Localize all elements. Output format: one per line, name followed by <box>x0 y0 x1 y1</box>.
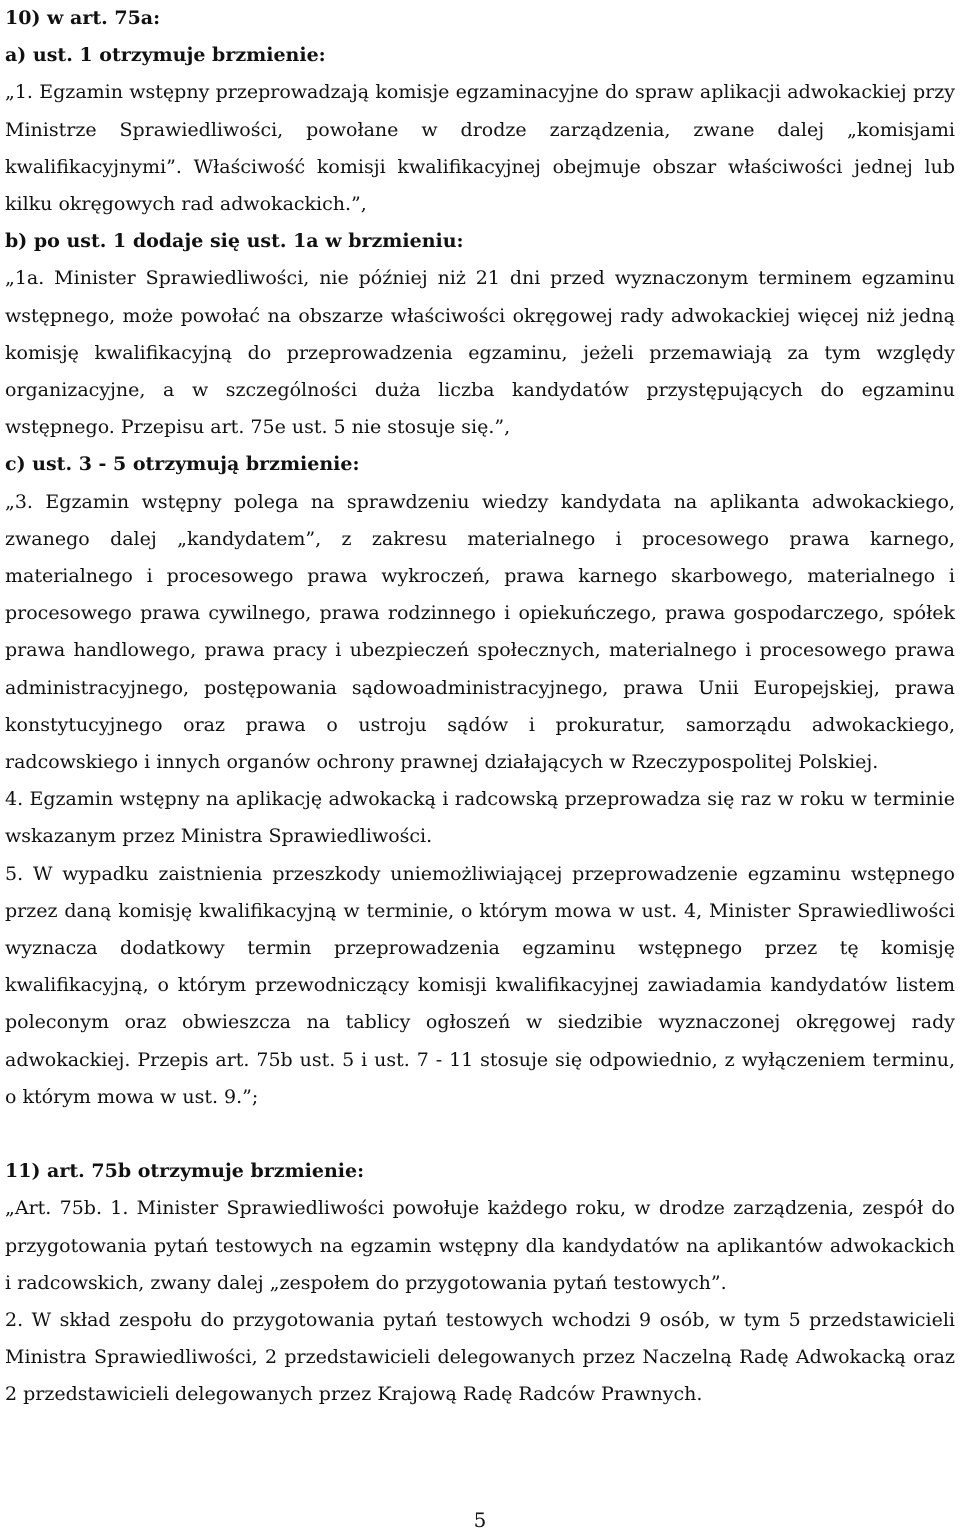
subsection-c-paragraph-3: „3. Egzamin wstępny polega na sprawdzeniu wiedzy kandydata na aplikanta adwokackiego, zwanego dalej „kandydatem”, z zakresu materialnego i procesowego prawa karnego, materialnego i procesowego prawa wykroczeń, prawa karnego skarbowego, materialnego i procesowego prawa cywilnego, prawa rodzinnego i opiekuńczego, prawa gospodarczego, spółek prawa handlowego, prawa pracy i ubezpieczeń społecznych, materialnego i procesowego prawa administracyjnego, postępowania sądowoadministracyjnego, prawa Unii Europejskiej, prawa konstytucyjnego oraz prawa o ustroju sądów i prokuratur, samorządu adwokackiego, radcowskiego i innych organów ochrony prawnej działających w Rzeczypospolitej Polskiej. <box>5 490 955 774</box>
subsection-a-text: „1. Egzamin wstępny przeprowadzają komisje egzaminacyjne do spraw aplikacji adwokackiej przy Ministrze Sprawiedliwości, powołane w drodze zarządzenia, zwane dalej „komisjami kwalifikacyjnymi”. Właściwość komisji kwalifikacyjnej obejmuje obszar właściwości jednej lub kilku okręgowych rad adwokackich.”, <box>5 81 955 216</box>
subsection-a-heading: a) ust. 1 otrzymuje brzmienie: <box>5 44 326 67</box>
document-page <box>5 0 955 1414</box>
section-11-heading: 11) art. 75b otrzymuje brzmienie: <box>5 1160 365 1183</box>
subsection-c-heading: c) ust. 3 - 5 otrzymują brzmienie: <box>5 453 360 476</box>
section-10-heading: 10) w art. 75a: <box>5 7 161 29</box>
subsection-b-heading: b) po ust. 1 dodaje się ust. 1a w brzmieniu: <box>5 230 464 253</box>
section-spacer <box>5 1116 955 1153</box>
subsection-c-paragraph-4: 4. Egzamin wstępny na aplikację adwokacką i radcowską przeprowadza się raz w roku w terminie wskazanym przez Ministra Sprawiedliwości. <box>5 788 955 848</box>
subsection-b-text: „1a. Minister Sprawiedliwości, nie później niż 21 dni przed wyznaczonym terminem egzaminu wstępnego, może powołać na obszarze właściwości okręgowej rady adwokackiej więcej niż jedną komisję kwalifikacyjną do przeprowadzenia egzaminu, jeżeli przemawiają za tym względy organizacyjne, a w szczególności duża liczba kandydatów przystępujących do egzaminu wstępnego. Przepisu art. 75e ust. 5 nie stosuje się.”, <box>5 267 955 439</box>
subsection-c-paragraph-5: 5. W wypadku zaistnienia przeszkody uniemożliwiającej przeprowadzenie egzaminu wstępnego przez daną komisję kwalifikacyjną w terminie, o którym mowa w ust. 4, Minister Sprawiedliwości wyznacza dodatkowy termin przeprowadzenia egzaminu wstępnego przez tę komisję kwalifikacyjną, o którym przewodniczący komisji kwalifikacyjnej zawiadamia kandydatów listem poleconym oraz obwieszcza na tablicy ogłoszeń w siedzibie wyznaczonej okręgowej rady adwokackiej. Przepis art. 75b ust. 5 i ust. 7 - 11 stosuje się odpowiednio, z wyłączeniem terminu, o którym mowa w ust. 9.”; <box>5 862 955 1108</box>
page-number: 5 <box>473 1508 487 1532</box>
section-11-paragraph-2: 2. W skład zespołu do przygotowania pytań testowych wchodzi 9 osób, w tym 5 przedstawicieli Ministra Sprawiedliwości, 2 przedstawicieli delegowanych przez Naczelną Radę Adwokacką oraz 2 przedstawicieli delegowanych przez Krajową Radę Radców Prawnych. <box>5 1308 955 1406</box>
section-11-paragraph-1: „Art. 75b. 1. Minister Sprawiedliwości powołuje każdego roku, w drodze zarządzenia, zespół do przygotowania pytań testowych na egzamin wstępny dla kandydatów na aplikantów adwokackich i radcowskich, zwany dalej „zespołem do przygotowania pytań testowych”. <box>5 1197 955 1294</box>
